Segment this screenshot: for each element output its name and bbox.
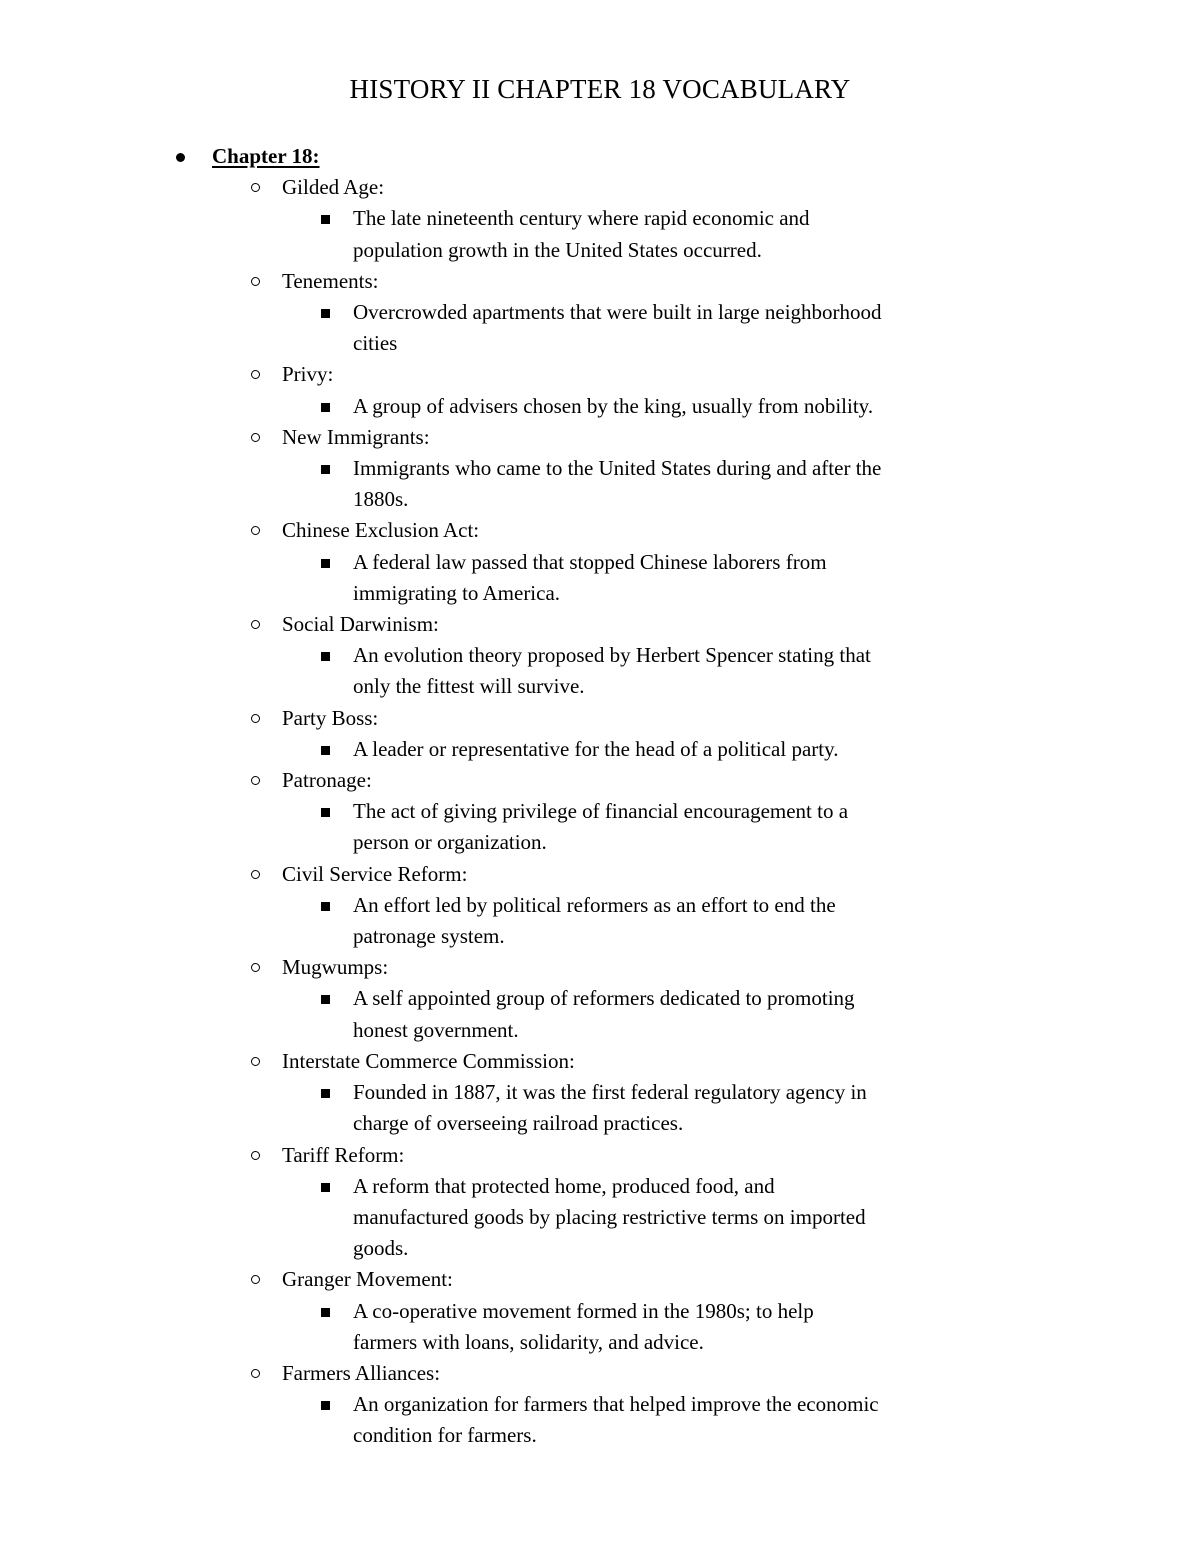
hollow-bullet-icon (251, 1369, 260, 1378)
definition-item (168, 547, 882, 609)
definition-text: A co-operative movement formed in the 1980s; to help farmers with loans, solidarity, and advice. (353, 1298, 814, 1354)
definition-text: The late nineteenth century where rapid economic and population growth in the United States occurred. (353, 206, 810, 262)
definition-text: A reform that protected home, produced food, and manufactured goods by placing restrictive terms on imported goods. (353, 1173, 866, 1261)
square-bullet-icon (321, 808, 330, 817)
definition-item (168, 1171, 882, 1265)
document-title: HISTORY II CHAPTER 18 VOCABULARY (349, 74, 851, 104)
term-label: Party Boss: (282, 705, 379, 730)
vocab-entry (168, 1046, 1068, 1140)
definition-text: An evolution theory proposed by Herbert Spencer stating that only the fittest will survive. (353, 643, 871, 699)
definition-text: Overcrowded apartments that were built in large neighborhood cities (353, 300, 882, 356)
square-bullet-icon (321, 995, 330, 1004)
square-bullet-icon (321, 1183, 330, 1192)
term-item (168, 609, 1068, 640)
definition-item (168, 640, 882, 702)
definition-text: Immigrants who came to the United States during and after the 1880s. (353, 456, 882, 512)
square-bullet-icon (321, 652, 330, 661)
term-label: Social Darwinism: (282, 612, 439, 637)
term-item (168, 515, 1068, 546)
square-bullet-icon (321, 465, 330, 474)
vocab-entry (168, 266, 1068, 360)
definition-item (168, 203, 882, 265)
square-bullet-icon (321, 1089, 330, 1098)
square-bullet-icon (321, 309, 330, 318)
square-bullet-icon (321, 746, 330, 755)
definition-text: A federal law passed that stopped Chinese laborers from immigrating to America. (353, 549, 827, 605)
term-label: Patronage: (282, 768, 372, 793)
hollow-bullet-icon (251, 870, 260, 879)
filled-bullet-icon (176, 153, 185, 162)
definition-item (168, 890, 882, 952)
hollow-bullet-icon (251, 776, 260, 785)
vocab-entry (168, 609, 1068, 703)
square-bullet-icon (321, 559, 330, 568)
definition-item (168, 734, 882, 765)
term-item (168, 1358, 1068, 1389)
definition-item (168, 453, 882, 515)
vocab-entry (168, 703, 1068, 765)
definition-text: A self appointed group of reformers dedicated to promoting honest government. (353, 986, 855, 1042)
hollow-bullet-icon (251, 277, 260, 286)
hollow-bullet-icon (251, 714, 260, 723)
term-label: Mugwumps: (282, 955, 389, 980)
section-label: Chapter 18: (212, 144, 320, 168)
vocab-entry (168, 952, 1068, 1046)
vocabulary-outline (168, 141, 1068, 1452)
term-item (168, 1140, 1068, 1171)
definition-item (168, 1296, 882, 1358)
vocab-entry (168, 359, 1068, 421)
term-item (168, 859, 1068, 890)
term-label: New Immigrants: (282, 424, 430, 449)
definition-item (168, 297, 882, 359)
term-label: Interstate Commerce Commission: (282, 1048, 575, 1073)
definition-item (168, 1077, 882, 1139)
vocab-entry (168, 172, 1068, 266)
term-item (168, 1046, 1068, 1077)
vocab-entry (168, 1140, 1068, 1265)
square-bullet-icon (321, 1308, 330, 1317)
term-item (168, 1264, 1068, 1295)
term-item (168, 952, 1068, 983)
hollow-bullet-icon (251, 1151, 260, 1160)
term-label: Privy: (282, 362, 334, 387)
hollow-bullet-icon (251, 1057, 260, 1066)
vocab-entry (168, 1358, 1068, 1452)
vocab-entry (168, 765, 1068, 859)
square-bullet-icon (321, 902, 330, 911)
definition-text: An effort led by political reformers as an effort to end the patronage system. (353, 892, 836, 949)
square-bullet-icon (321, 1401, 330, 1410)
term-label: Chinese Exclusion Act: (282, 518, 480, 543)
definition-text: The act of giving privilege of financial encouragement to a person or organization. (353, 799, 849, 855)
definition-item (168, 983, 882, 1045)
terms-list (168, 172, 1068, 1451)
hollow-bullet-icon (251, 620, 260, 629)
term-label: Farmers Alliances: (282, 1360, 441, 1385)
term-item (168, 703, 1068, 734)
definition-text: Founded in 1887, it was the first federal regulatory agency in charge of overseeing railroad practices. (353, 1080, 867, 1136)
term-label: Granger Movement: (282, 1267, 453, 1292)
term-label: Tenements: (282, 268, 379, 293)
definition-item (168, 391, 882, 422)
square-bullet-icon (321, 403, 330, 412)
term-item (168, 422, 1068, 453)
vocab-entry (168, 515, 1068, 609)
definition-text: An organization for farmers that helped improve the economic condition for farmers. (353, 1392, 879, 1448)
definition-item (168, 1389, 882, 1451)
term-label: Gilded Age: (282, 175, 385, 200)
term-item (168, 172, 1068, 203)
vocab-entry (168, 422, 1068, 516)
square-bullet-icon (321, 215, 330, 224)
term-label: Civil Service Reform: (282, 861, 468, 886)
hollow-bullet-icon (251, 433, 260, 442)
term-item (168, 359, 1068, 390)
term-item (168, 266, 1068, 297)
term-label: Tariff Reform: (282, 1142, 405, 1167)
definition-item (168, 796, 882, 858)
section-item (168, 141, 1068, 172)
term-item (168, 765, 1068, 796)
vocab-entry (168, 859, 1068, 953)
definition-text: A leader or representative for the head of a political party. (353, 736, 839, 761)
vocab-entry (168, 1264, 1068, 1358)
definition-text: A group of advisers chosen by the king, usually from nobility. (353, 393, 874, 418)
